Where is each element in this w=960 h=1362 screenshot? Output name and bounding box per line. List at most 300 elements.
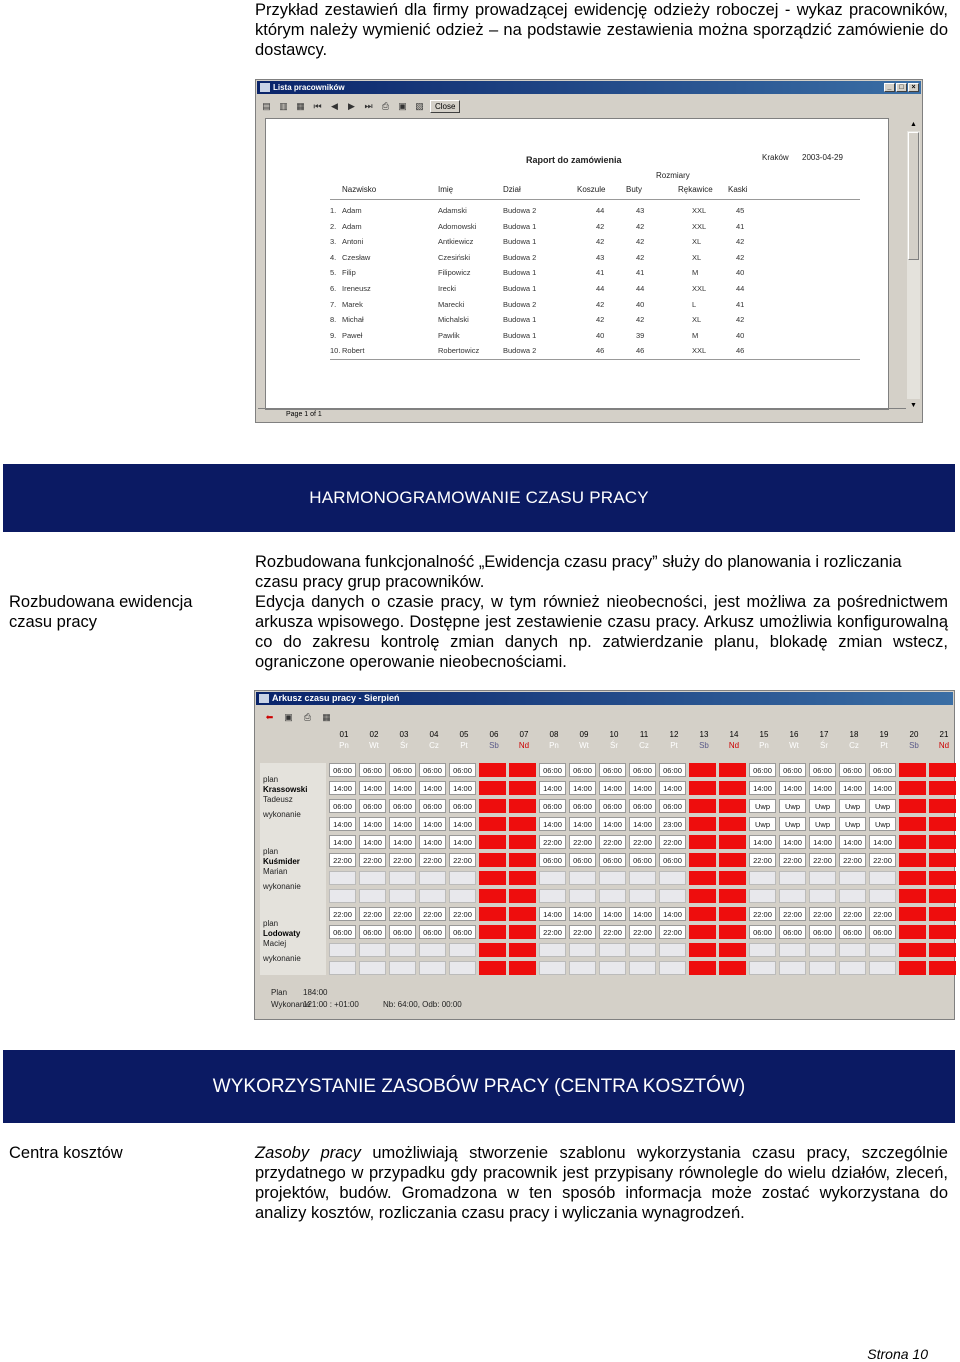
print-icon[interactable]: ⎙ [303, 712, 312, 722]
shift-cell[interactable]: 14:00 [389, 835, 416, 849]
weekend-cell[interactable] [689, 817, 716, 831]
weekend-cell[interactable] [929, 799, 956, 813]
shift-cell[interactable]: 14:00 [539, 907, 566, 921]
shift-cell[interactable] [329, 871, 356, 885]
shift-cell[interactable]: 14:00 [869, 835, 896, 849]
shift-cell[interactable]: 22:00 [539, 925, 566, 939]
shift-cell[interactable] [779, 871, 806, 885]
shift-cell[interactable] [599, 961, 626, 975]
shift-cell[interactable] [749, 961, 776, 975]
shift-cell[interactable]: 14:00 [419, 817, 446, 831]
weekend-cell[interactable] [509, 871, 536, 885]
shift-cell[interactable]: 22:00 [389, 853, 416, 867]
shift-cell[interactable] [539, 871, 566, 885]
shift-cell[interactable]: 22:00 [449, 853, 476, 867]
shift-cell[interactable]: 06:00 [419, 799, 446, 813]
shift-cell[interactable]: 14:00 [749, 835, 776, 849]
day-header[interactable] [599, 729, 629, 751]
shift-cell[interactable]: 06:00 [359, 925, 386, 939]
shift-cell[interactable] [629, 889, 656, 903]
shift-cell[interactable]: 06:00 [659, 853, 686, 867]
shift-cell[interactable]: 14:00 [569, 907, 596, 921]
shift-cell[interactable] [359, 943, 386, 957]
shift-cell[interactable]: 22:00 [839, 907, 866, 921]
zoom-icon[interactable]: ▦ [296, 100, 305, 111]
employee-1[interactable] [263, 775, 307, 820]
maximize-button[interactable]: □ [896, 83, 907, 92]
shift-cell[interactable]: 06:00 [389, 925, 416, 939]
shift-cell[interactable]: 22:00 [539, 835, 566, 849]
weekend-cell[interactable] [719, 889, 746, 903]
shift-cell[interactable] [869, 943, 896, 957]
shift-cell[interactable]: 14:00 [389, 817, 416, 831]
shift-cell[interactable]: 06:00 [389, 763, 416, 777]
print-icon[interactable]: ⎙ [381, 100, 390, 111]
shift-cell[interactable] [329, 961, 356, 975]
weekend-cell[interactable] [719, 835, 746, 849]
shift-cell[interactable]: 22:00 [809, 907, 836, 921]
shift-cell[interactable] [809, 889, 836, 903]
weekend-cell[interactable] [479, 889, 506, 903]
shift-cell[interactable]: 22:00 [449, 907, 476, 921]
weekend-cell[interactable] [479, 853, 506, 867]
weekend-cell[interactable] [479, 961, 506, 975]
shift-cell[interactable] [629, 961, 656, 975]
shift-cell[interactable] [449, 961, 476, 975]
weekend-cell[interactable] [899, 943, 926, 957]
shift-cell[interactable]: 23:00 [659, 817, 686, 831]
weekend-cell[interactable] [899, 763, 926, 777]
shift-cell[interactable]: 14:00 [869, 781, 896, 795]
shift-cell[interactable] [389, 961, 416, 975]
shift-cell[interactable]: 06:00 [629, 763, 656, 777]
day-header[interactable] [899, 729, 929, 751]
weekend-cell[interactable] [479, 763, 506, 777]
shift-cell[interactable]: 14:00 [599, 781, 626, 795]
shift-cell[interactable] [869, 871, 896, 885]
weekend-cell[interactable] [509, 799, 536, 813]
shift-cell[interactable]: Uwp [779, 817, 806, 831]
day-header[interactable] [449, 729, 479, 751]
weekend-cell[interactable] [899, 853, 926, 867]
weekend-cell[interactable] [509, 853, 536, 867]
shift-cell[interactable]: 14:00 [389, 781, 416, 795]
shift-cell[interactable]: 06:00 [569, 763, 596, 777]
zoom-page-icon[interactable]: ▤ [262, 100, 271, 111]
shift-cell[interactable] [539, 943, 566, 957]
shift-cell[interactable]: Uwp [809, 799, 836, 813]
shift-cell[interactable]: 22:00 [389, 907, 416, 921]
weekend-cell[interactable] [929, 961, 956, 975]
shift-cell[interactable]: 06:00 [659, 799, 686, 813]
shift-cell[interactable] [569, 889, 596, 903]
shift-cell[interactable]: 22:00 [869, 907, 896, 921]
shift-cell[interactable] [449, 871, 476, 885]
shift-cell[interactable]: 22:00 [329, 853, 356, 867]
shift-cell[interactable]: 14:00 [449, 817, 476, 831]
shift-cell[interactable]: 14:00 [629, 781, 656, 795]
weekend-cell[interactable] [509, 817, 536, 831]
weekend-cell[interactable] [689, 943, 716, 957]
scroll-down-icon[interactable]: ▼ [907, 399, 920, 412]
shift-cell[interactable]: 14:00 [539, 817, 566, 831]
shift-cell[interactable]: 06:00 [329, 925, 356, 939]
weekend-cell[interactable] [509, 961, 536, 975]
shift-cell[interactable]: 14:00 [359, 835, 386, 849]
shift-cell[interactable]: 06:00 [389, 799, 416, 813]
prev-page-icon[interactable]: ◀ [331, 100, 338, 111]
shift-cell[interactable]: 14:00 [329, 817, 356, 831]
shift-cell[interactable]: 14:00 [659, 781, 686, 795]
weekend-cell[interactable] [899, 961, 926, 975]
weekend-cell[interactable] [929, 817, 956, 831]
shift-cell[interactable]: 22:00 [839, 853, 866, 867]
shift-cell[interactable] [359, 961, 386, 975]
shift-cell[interactable]: 14:00 [329, 781, 356, 795]
shift-cell[interactable] [749, 889, 776, 903]
shift-cell[interactable]: 14:00 [449, 781, 476, 795]
shift-cell[interactable] [539, 889, 566, 903]
weekend-cell[interactable] [689, 961, 716, 975]
employee-3[interactable] [263, 919, 301, 964]
weekend-cell[interactable] [929, 943, 956, 957]
shift-cell[interactable]: 22:00 [629, 925, 656, 939]
shift-cell[interactable] [419, 889, 446, 903]
scroll-thumb[interactable] [908, 132, 919, 260]
shift-cell[interactable] [599, 943, 626, 957]
weekend-cell[interactable] [689, 781, 716, 795]
day-header[interactable] [719, 729, 749, 751]
close-report-button[interactable]: Close [430, 100, 460, 113]
shift-cell[interactable]: 06:00 [449, 925, 476, 939]
shift-cell[interactable] [809, 871, 836, 885]
shift-cell[interactable]: 22:00 [569, 925, 596, 939]
weekend-cell[interactable] [479, 907, 506, 921]
shift-cell[interactable] [749, 943, 776, 957]
weekend-cell[interactable] [479, 925, 506, 939]
shift-cell[interactable] [779, 943, 806, 957]
shift-cell[interactable]: Uwp [749, 799, 776, 813]
close-window-button[interactable]: × [908, 83, 919, 92]
weekend-cell[interactable] [899, 889, 926, 903]
shift-cell[interactable] [809, 961, 836, 975]
weekend-cell[interactable] [719, 763, 746, 777]
shift-cell[interactable] [629, 871, 656, 885]
weekend-cell[interactable] [689, 853, 716, 867]
day-header[interactable] [329, 729, 359, 751]
shift-cell[interactable]: 06:00 [419, 925, 446, 939]
shift-cell[interactable]: 22:00 [869, 853, 896, 867]
weekend-cell[interactable] [509, 889, 536, 903]
shift-cell[interactable]: 14:00 [839, 781, 866, 795]
weekend-cell[interactable] [719, 925, 746, 939]
shift-cell[interactable]: 14:00 [659, 907, 686, 921]
shift-cell[interactable]: 06:00 [779, 763, 806, 777]
shift-cell[interactable]: 06:00 [809, 763, 836, 777]
shift-cell[interactable]: 06:00 [749, 763, 776, 777]
open-icon[interactable]: ▧ [415, 100, 424, 111]
shift-cell[interactable]: 14:00 [629, 907, 656, 921]
shift-cell[interactable] [659, 871, 686, 885]
shift-cell[interactable]: 06:00 [539, 853, 566, 867]
weekend-cell[interactable] [719, 907, 746, 921]
shift-cell[interactable]: 06:00 [599, 799, 626, 813]
weekend-cell[interactable] [719, 781, 746, 795]
shift-cell[interactable] [449, 889, 476, 903]
shift-cell[interactable] [359, 871, 386, 885]
shift-cell[interactable]: 14:00 [449, 835, 476, 849]
shift-cell[interactable]: 06:00 [359, 763, 386, 777]
shift-cell[interactable] [779, 889, 806, 903]
shift-cell[interactable]: 06:00 [599, 853, 626, 867]
weekend-cell[interactable] [509, 835, 536, 849]
report-scrollbar[interactable] [907, 118, 920, 412]
save-icon[interactable]: ▣ [398, 100, 407, 111]
day-header[interactable] [569, 729, 599, 751]
weekend-cell[interactable] [719, 961, 746, 975]
weekend-cell[interactable] [509, 763, 536, 777]
weekend-cell[interactable] [689, 925, 716, 939]
last-page-icon[interactable]: ⏭ [364, 100, 373, 111]
shift-cell[interactable]: 22:00 [749, 853, 776, 867]
shift-cell[interactable] [659, 961, 686, 975]
shift-cell[interactable]: 06:00 [539, 799, 566, 813]
shift-cell[interactable] [389, 889, 416, 903]
report-icon[interactable]: ▦ [322, 712, 331, 722]
shift-cell[interactable]: 06:00 [809, 925, 836, 939]
weekend-cell[interactable] [929, 781, 956, 795]
weekend-cell[interactable] [479, 943, 506, 957]
shift-cell[interactable] [539, 961, 566, 975]
day-header[interactable] [659, 729, 689, 751]
shift-cell[interactable]: 06:00 [839, 925, 866, 939]
weekend-cell[interactable] [479, 835, 506, 849]
weekend-cell[interactable] [509, 907, 536, 921]
shift-cell[interactable]: 14:00 [329, 835, 356, 849]
weekend-cell[interactable] [689, 799, 716, 813]
weekend-cell[interactable] [899, 907, 926, 921]
shift-cell[interactable] [569, 871, 596, 885]
weekend-cell[interactable] [929, 835, 956, 849]
shift-cell[interactable] [329, 943, 356, 957]
shift-cell[interactable]: 14:00 [599, 817, 626, 831]
shift-cell[interactable]: 14:00 [779, 835, 806, 849]
shift-cell[interactable] [839, 889, 866, 903]
shift-cell[interactable]: 14:00 [749, 781, 776, 795]
shift-cell[interactable]: 22:00 [809, 853, 836, 867]
shift-cell[interactable]: 06:00 [749, 925, 776, 939]
shift-cell[interactable]: 06:00 [359, 799, 386, 813]
shift-cell[interactable]: 22:00 [659, 925, 686, 939]
shift-cell[interactable] [839, 943, 866, 957]
shift-cell[interactable]: 14:00 [539, 781, 566, 795]
day-header[interactable] [689, 729, 719, 751]
weekend-cell[interactable] [899, 835, 926, 849]
shift-cell[interactable] [569, 943, 596, 957]
shift-cell[interactable]: 22:00 [569, 835, 596, 849]
back-arrow-icon[interactable]: ⬅ [265, 712, 274, 722]
day-header[interactable] [359, 729, 389, 751]
shift-cell[interactable]: 06:00 [329, 799, 356, 813]
next-page-icon[interactable]: ▶ [348, 100, 355, 111]
shift-cell[interactable]: 14:00 [779, 781, 806, 795]
day-header[interactable] [389, 729, 419, 751]
day-header[interactable] [839, 729, 869, 751]
shift-cell[interactable]: 22:00 [749, 907, 776, 921]
shift-cell[interactable]: 22:00 [419, 853, 446, 867]
shift-cell[interactable] [599, 871, 626, 885]
shift-cell[interactable]: 06:00 [629, 799, 656, 813]
weekend-cell[interactable] [899, 817, 926, 831]
shift-cell[interactable]: 06:00 [539, 763, 566, 777]
shift-cell[interactable]: 14:00 [359, 817, 386, 831]
shift-cell[interactable]: 06:00 [599, 763, 626, 777]
employee-2[interactable] [263, 847, 301, 892]
shift-cell[interactable]: Uwp [839, 817, 866, 831]
day-header[interactable] [869, 729, 899, 751]
report-cell: 45 [736, 206, 745, 215]
shift-cell[interactable]: Uwp [869, 799, 896, 813]
shift-cell[interactable]: Uwp [749, 817, 776, 831]
shift-cell[interactable]: 06:00 [839, 763, 866, 777]
shift-cell[interactable] [659, 889, 686, 903]
shift-cell[interactable] [839, 961, 866, 975]
day-header[interactable] [419, 729, 449, 751]
shift-cell[interactable] [389, 943, 416, 957]
shift-cell[interactable]: 06:00 [869, 763, 896, 777]
day-header[interactable] [509, 729, 539, 751]
shift-cell[interactable]: Uwp [779, 799, 806, 813]
shift-cell[interactable] [599, 889, 626, 903]
scroll-up-icon[interactable]: ▲ [907, 118, 920, 131]
weekend-cell[interactable] [719, 799, 746, 813]
shift-cell[interactable] [449, 943, 476, 957]
shift-cell[interactable]: 06:00 [449, 763, 476, 777]
shift-cell[interactable]: 22:00 [629, 835, 656, 849]
weekend-cell[interactable] [719, 853, 746, 867]
weekend-cell[interactable] [479, 817, 506, 831]
weekend-cell[interactable] [929, 889, 956, 903]
shift-cell[interactable] [389, 871, 416, 885]
day-header[interactable] [929, 729, 959, 751]
shift-cell[interactable]: Uwp [809, 817, 836, 831]
shift-cell[interactable]: 22:00 [359, 907, 386, 921]
weekend-cell[interactable] [509, 781, 536, 795]
weekend-cell[interactable] [479, 781, 506, 795]
shift-cell[interactable] [809, 943, 836, 957]
shift-cell[interactable] [779, 961, 806, 975]
shift-cell[interactable] [419, 871, 446, 885]
day-header[interactable] [479, 729, 509, 751]
shift-cell[interactable] [869, 889, 896, 903]
weekend-cell[interactable] [689, 835, 716, 849]
first-page-icon[interactable]: ⏮ [313, 100, 322, 111]
shift-cell[interactable] [329, 889, 356, 903]
shift-cell[interactable]: 14:00 [839, 835, 866, 849]
shift-cell[interactable]: 06:00 [569, 799, 596, 813]
day-header[interactable] [779, 729, 809, 751]
shift-cell[interactable]: 14:00 [569, 817, 596, 831]
weekend-cell[interactable] [719, 943, 746, 957]
shift-cell[interactable]: 22:00 [359, 853, 386, 867]
shift-cell[interactable]: 22:00 [779, 907, 806, 921]
shift-cell[interactable] [359, 889, 386, 903]
save-icon[interactable]: ▣ [284, 712, 293, 722]
shift-cell[interactable]: 06:00 [329, 763, 356, 777]
day-header[interactable] [809, 729, 839, 751]
shift-cell[interactable]: Uwp [869, 817, 896, 831]
shift-cell[interactable]: 22:00 [659, 835, 686, 849]
weekend-cell[interactable] [899, 799, 926, 813]
shift-cell[interactable]: 14:00 [569, 781, 596, 795]
shift-cell[interactable]: 06:00 [419, 763, 446, 777]
shift-cell[interactable] [869, 961, 896, 975]
day-header[interactable] [539, 729, 569, 751]
shift-cell[interactable]: Uwp [839, 799, 866, 813]
shift-cell[interactable]: 14:00 [419, 781, 446, 795]
shift-cell[interactable]: 14:00 [809, 835, 836, 849]
shift-cell[interactable]: 14:00 [419, 835, 446, 849]
weekday-label: Sb [699, 741, 709, 750]
day-header[interactable] [749, 729, 779, 751]
weekend-cell[interactable] [689, 871, 716, 885]
weekend-cell[interactable] [719, 871, 746, 885]
shift-cell[interactable]: 06:00 [779, 925, 806, 939]
weekend-cell[interactable] [509, 925, 536, 939]
weekend-cell[interactable] [929, 853, 956, 867]
weekend-cell[interactable] [719, 817, 746, 831]
minimize-button[interactable]: _ [884, 83, 895, 92]
shift-cell[interactable]: 22:00 [329, 907, 356, 921]
weekend-cell[interactable] [899, 925, 926, 939]
weekend-cell[interactable] [929, 763, 956, 777]
shift-cell[interactable]: 14:00 [629, 817, 656, 831]
weekend-cell[interactable] [479, 799, 506, 813]
shift-cell[interactable]: 06:00 [449, 799, 476, 813]
weekend-cell[interactable] [899, 871, 926, 885]
shift-cell[interactable]: 22:00 [779, 853, 806, 867]
shift-cell[interactable]: 06:00 [569, 853, 596, 867]
weekend-cell[interactable] [689, 763, 716, 777]
shift-cell[interactable]: 14:00 [809, 781, 836, 795]
weekend-cell[interactable] [479, 871, 506, 885]
weekend-cell[interactable] [509, 943, 536, 957]
day-header[interactable] [629, 729, 659, 751]
weekend-cell[interactable] [689, 907, 716, 921]
weekend-cell[interactable] [929, 925, 956, 939]
shift-cell[interactable] [569, 961, 596, 975]
weekend-cell[interactable] [689, 889, 716, 903]
shift-cell[interactable] [839, 871, 866, 885]
shift-cell[interactable]: 14:00 [359, 781, 386, 795]
shift-cell[interactable]: 06:00 [659, 763, 686, 777]
weekend-cell[interactable] [929, 907, 956, 921]
shift-cell[interactable]: 06:00 [869, 925, 896, 939]
zoom-width-icon[interactable]: ▥ [279, 100, 288, 111]
shift-cell[interactable] [419, 943, 446, 957]
shift-cell[interactable] [419, 961, 446, 975]
weekend-cell[interactable] [899, 781, 926, 795]
shift-cell[interactable] [659, 943, 686, 957]
shift-cell[interactable]: 14:00 [599, 907, 626, 921]
shift-cell[interactable]: 22:00 [599, 835, 626, 849]
shift-cell[interactable] [749, 871, 776, 885]
shift-cell[interactable]: 22:00 [419, 907, 446, 921]
shift-cell[interactable]: 22:00 [599, 925, 626, 939]
weekend-cell[interactable] [929, 871, 956, 885]
shift-cell[interactable]: 06:00 [629, 853, 656, 867]
shift-cell[interactable] [629, 943, 656, 957]
